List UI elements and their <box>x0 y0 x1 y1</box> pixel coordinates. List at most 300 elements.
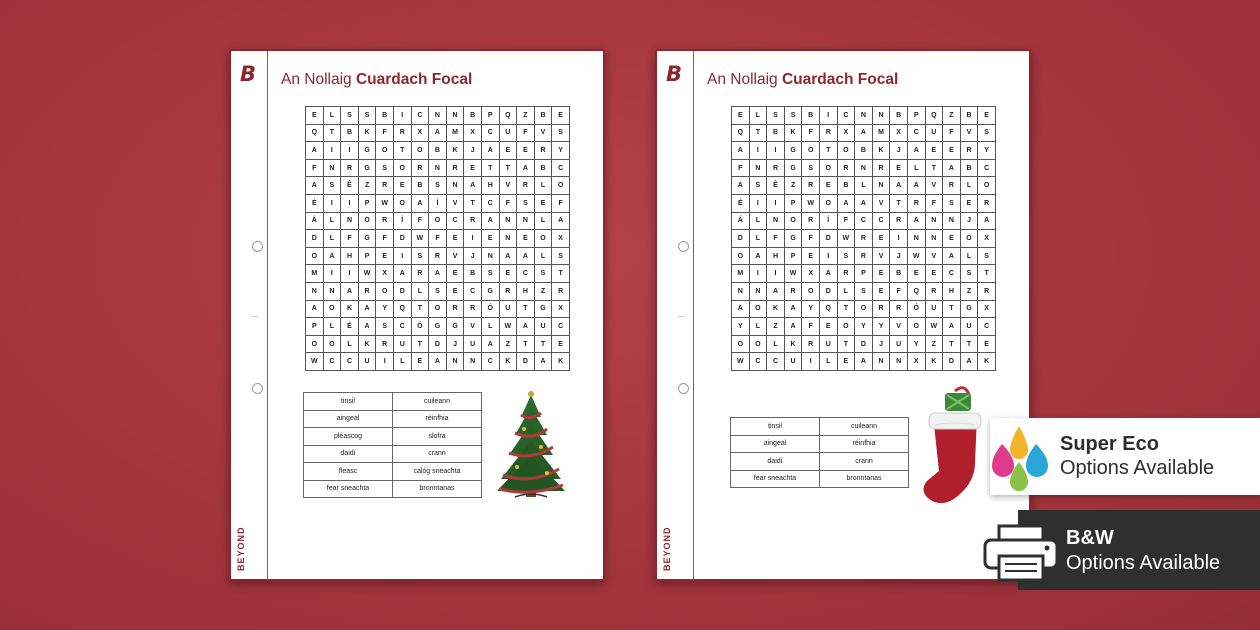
word-list-item: fear sneachta <box>304 481 393 499</box>
grid-cell: Z <box>785 177 803 195</box>
grid-cell: I <box>394 248 412 266</box>
grid-cell: C <box>978 318 996 336</box>
grid-cell: B <box>464 265 482 283</box>
grid-cell: Ó <box>412 318 430 336</box>
grid-cell: I <box>802 353 820 371</box>
grid-cell: I <box>890 230 908 248</box>
grid-cell: T <box>324 125 342 143</box>
grid-cell: I <box>341 265 359 283</box>
grid-cell: A <box>890 177 908 195</box>
grid-cell: N <box>517 213 535 231</box>
grid-cell: J <box>464 142 482 160</box>
grid-cell: S <box>341 107 359 125</box>
grid-cell: E <box>412 353 430 371</box>
grid-cell: W <box>908 248 926 266</box>
grid-cell: Ê <box>341 177 359 195</box>
grid-cell: S <box>943 195 961 213</box>
grid-cell: R <box>978 283 996 301</box>
grid-cell: O <box>978 177 996 195</box>
grid-cell: X <box>978 301 996 319</box>
grid-cell: P <box>482 107 500 125</box>
grid-cell: N <box>855 107 873 125</box>
word-list-item: aingeal <box>731 436 820 454</box>
grid-cell: O <box>429 213 447 231</box>
grid-cell: C <box>464 283 482 301</box>
grid-cell: K <box>552 353 570 371</box>
grid-cell: O <box>552 177 570 195</box>
grid-cell: I <box>820 248 838 266</box>
grid-cell: R <box>873 160 891 178</box>
margin-line <box>693 51 694 579</box>
grid-cell: X <box>978 230 996 248</box>
grid-cell: T <box>482 160 500 178</box>
grid-cell: P <box>855 265 873 283</box>
grid-cell: G <box>359 230 377 248</box>
grid-cell: V <box>926 248 944 266</box>
grid-cell: B <box>429 142 447 160</box>
grid-cell: B <box>535 107 553 125</box>
grid-cell: R <box>802 213 820 231</box>
grid-cell: F <box>890 283 908 301</box>
grid-cell: O <box>908 318 926 336</box>
grid-cell: G <box>785 230 803 248</box>
grid-cell: T <box>464 195 482 213</box>
grid-cell: T <box>552 265 570 283</box>
grid-cell: N <box>926 213 944 231</box>
grid-cell: C <box>873 213 891 231</box>
grid-cell: X <box>552 230 570 248</box>
grid-cell: K <box>341 301 359 319</box>
grid-cell: U <box>535 318 553 336</box>
grid-cell: E <box>552 336 570 354</box>
grid-cell: N <box>324 283 342 301</box>
word-search-grid <box>305 106 570 371</box>
grid-cell: Z <box>961 283 979 301</box>
grid-cell: R <box>838 160 856 178</box>
grid-cell: Z <box>359 177 377 195</box>
grid-cell: O <box>324 336 342 354</box>
grid-cell: C <box>482 353 500 371</box>
grid-cell: I <box>376 353 394 371</box>
word-list-item: daidí <box>731 453 820 471</box>
grid-cell: V <box>873 248 891 266</box>
grid-cell: F <box>838 213 856 231</box>
grid-cell: B <box>961 107 979 125</box>
grid-cell: T <box>517 336 535 354</box>
grid-cell: Ê <box>767 177 785 195</box>
grid-cell: W <box>732 353 750 371</box>
title-regular: An Nollaig <box>281 71 352 88</box>
word-list <box>730 417 909 488</box>
grid-cell: E <box>447 230 465 248</box>
grid-cell: R <box>767 160 785 178</box>
grid-cell: D <box>820 230 838 248</box>
grid-cell: N <box>500 230 518 248</box>
grid-cell: F <box>802 230 820 248</box>
grid-cell: A <box>943 318 961 336</box>
grid-cell: A <box>306 301 324 319</box>
grid-cell: E <box>306 107 324 125</box>
grid-cell: H <box>482 177 500 195</box>
grid-cell: N <box>447 107 465 125</box>
grid-cell: L <box>394 353 412 371</box>
grid-cell: L <box>750 107 768 125</box>
grid-cell: A <box>429 125 447 143</box>
grid-cell: R <box>412 160 430 178</box>
grid-cell: Z <box>517 107 535 125</box>
grid-cell: N <box>767 213 785 231</box>
grid-cell: Y <box>855 318 873 336</box>
grid-cell: S <box>429 283 447 301</box>
grid-cell: R <box>429 248 447 266</box>
grid-cell: B <box>838 177 856 195</box>
grid-cell: I <box>394 107 412 125</box>
grid-cell: F <box>767 230 785 248</box>
grid-cell: U <box>820 336 838 354</box>
grid-cell: U <box>394 336 412 354</box>
grid-cell: O <box>820 195 838 213</box>
grid-cell: O <box>802 283 820 301</box>
grid-cell: S <box>517 195 535 213</box>
grid-cell: L <box>838 283 856 301</box>
grid-cell: N <box>447 177 465 195</box>
grid-cell: J <box>447 336 465 354</box>
grid-cell: H <box>767 248 785 266</box>
grid-cell: L <box>324 230 342 248</box>
grid-cell: C <box>394 318 412 336</box>
grid-cell: G <box>429 318 447 336</box>
grid-cell: R <box>376 177 394 195</box>
grid-cell: W <box>785 265 803 283</box>
grid-cell: O <box>732 248 750 266</box>
grid-cell: K <box>785 336 803 354</box>
grid-cell: I <box>767 195 785 213</box>
grid-cell: L <box>750 213 768 231</box>
grid-cell: A <box>306 177 324 195</box>
sheet-title <box>707 71 898 89</box>
title-bold: Cuardach Focal <box>355 71 473 88</box>
grid-cell: Q <box>394 301 412 319</box>
brand-name: BEYOND <box>236 526 246 571</box>
grid-cell: A <box>855 195 873 213</box>
grid-cell: A <box>908 142 926 160</box>
grid-cell: B <box>535 160 553 178</box>
grid-cell: A <box>785 301 803 319</box>
grid-cell: E <box>802 248 820 266</box>
grid-cell: O <box>785 213 803 231</box>
grid-cell: D <box>820 283 838 301</box>
grid-cell: N <box>500 213 518 231</box>
grid-cell: I <box>767 265 785 283</box>
grid-cell: C <box>482 125 500 143</box>
grid-cell: B <box>412 177 430 195</box>
grid-cell: P <box>785 195 803 213</box>
grid-cell: É <box>306 195 324 213</box>
grid-cell: H <box>517 283 535 301</box>
grid-cell: E <box>517 230 535 248</box>
word-list-item: slofra <box>393 428 482 446</box>
grid-cell: Í <box>820 213 838 231</box>
grid-cell: Z <box>500 336 518 354</box>
grid-cell: L <box>820 353 838 371</box>
grid-cell: C <box>324 353 342 371</box>
grid-cell: Ó <box>482 301 500 319</box>
grid-cell: A <box>943 160 961 178</box>
grid-cell: I <box>767 142 785 160</box>
grid-cell: O <box>838 142 856 160</box>
grid-cell: S <box>376 160 394 178</box>
grid-cell: R <box>908 195 926 213</box>
brand-name: BEYOND <box>662 526 672 571</box>
title-regular: An Nollaig <box>707 71 778 88</box>
grid-cell: A <box>750 248 768 266</box>
grid-cell: W <box>926 318 944 336</box>
grid-cell: U <box>961 318 979 336</box>
grid-cell: G <box>359 142 377 160</box>
grid-cell: X <box>908 353 926 371</box>
grid-cell: M <box>732 265 750 283</box>
grid-cell: O <box>429 301 447 319</box>
grid-cell: R <box>943 177 961 195</box>
grid-cell: O <box>750 336 768 354</box>
grid-cell: O <box>359 213 377 231</box>
grid-cell: Q <box>732 125 750 143</box>
punch-hole <box>252 383 263 394</box>
grid-cell: E <box>908 265 926 283</box>
grid-cell: B <box>802 107 820 125</box>
word-list-item: bronntanas <box>820 471 909 489</box>
grid-cell: C <box>552 160 570 178</box>
grid-cell: S <box>978 125 996 143</box>
grid-cell: D <box>429 336 447 354</box>
grid-cell: U <box>890 336 908 354</box>
grid-cell: N <box>943 213 961 231</box>
grid-cell: R <box>890 301 908 319</box>
grid-cell: P <box>785 248 803 266</box>
grid-cell: R <box>961 142 979 160</box>
grid-cell: E <box>517 142 535 160</box>
grid-cell: W <box>376 195 394 213</box>
grid-cell: C <box>943 265 961 283</box>
grid-cell: W <box>838 230 856 248</box>
grid-cell: D <box>943 353 961 371</box>
grid-cell: T <box>412 336 430 354</box>
grid-cell: X <box>376 265 394 283</box>
grid-cell: N <box>447 353 465 371</box>
grid-cell: O <box>750 301 768 319</box>
grid-cell: A <box>943 248 961 266</box>
grid-cell: D <box>855 336 873 354</box>
grid-cell: L <box>412 283 430 301</box>
grid-cell: B <box>961 160 979 178</box>
grid-cell: D <box>517 353 535 371</box>
grid-cell: N <box>873 353 891 371</box>
grid-cell: A <box>732 301 750 319</box>
grid-cell: P <box>359 248 377 266</box>
grid-cell: R <box>926 283 944 301</box>
grid-cell: T <box>412 301 430 319</box>
grid-cell: W <box>802 195 820 213</box>
grid-cell: R <box>500 283 518 301</box>
grid-cell: Á <box>306 213 324 231</box>
grid-cell: F <box>517 125 535 143</box>
grid-cell: T <box>961 336 979 354</box>
grid-cell: N <box>732 283 750 301</box>
grid-cell: S <box>855 283 873 301</box>
grid-cell: Z <box>926 336 944 354</box>
word-list-item: fleasc <box>304 463 393 481</box>
grid-cell: Q <box>306 125 324 143</box>
grid-cell: E <box>732 107 750 125</box>
grid-cell: R <box>412 265 430 283</box>
grid-cell: A <box>500 248 518 266</box>
grid-cell: J <box>873 336 891 354</box>
grid-cell: R <box>464 213 482 231</box>
grid-cell: N <box>750 283 768 301</box>
grid-cell: E <box>838 353 856 371</box>
grid-cell: Í <box>394 213 412 231</box>
grid-cell: S <box>552 248 570 266</box>
grid-cell: C <box>767 353 785 371</box>
grid-cell: I <box>341 142 359 160</box>
grid-cell: K <box>447 142 465 160</box>
brand-logo: B <box>666 62 683 86</box>
grid-cell: R <box>820 125 838 143</box>
grid-cell: E <box>447 283 465 301</box>
grid-cell: N <box>908 230 926 248</box>
grid-cell: F <box>552 195 570 213</box>
grid-cell: R <box>376 213 394 231</box>
grid-cell: S <box>482 265 500 283</box>
grid-cell: E <box>820 318 838 336</box>
grid-cell: S <box>961 265 979 283</box>
grid-cell: L <box>750 230 768 248</box>
grid-cell: H <box>341 248 359 266</box>
grid-cell: R <box>394 125 412 143</box>
grid-cell: I <box>324 265 342 283</box>
grid-cell: L <box>482 318 500 336</box>
grid-cell: I <box>750 265 768 283</box>
grid-cell: T <box>978 265 996 283</box>
word-list <box>303 392 482 498</box>
grid-cell: K <box>767 301 785 319</box>
grid-cell: T <box>838 301 856 319</box>
grid-cell: F <box>802 318 820 336</box>
grid-cell: X <box>802 265 820 283</box>
grid-cell: E <box>890 160 908 178</box>
brand-logo: B <box>240 62 257 86</box>
grid-cell: O <box>306 248 324 266</box>
grid-cell: S <box>838 248 856 266</box>
grid-cell: Y <box>873 318 891 336</box>
grid-cell: K <box>359 336 377 354</box>
grid-cell: O <box>802 142 820 160</box>
word-list-item: réinfhia <box>820 436 909 454</box>
punch-hole <box>678 383 689 394</box>
grid-cell: L <box>855 177 873 195</box>
grid-cell: R <box>855 230 873 248</box>
grid-cell: W <box>412 230 430 248</box>
grid-cell: D <box>394 230 412 248</box>
grid-cell: T <box>535 336 553 354</box>
grid-cell: S <box>412 248 430 266</box>
grid-cell: A <box>517 248 535 266</box>
punch-hole <box>678 241 689 252</box>
eco-subheading: Options Available <box>1060 457 1215 479</box>
grid-cell: R <box>464 301 482 319</box>
grid-cell: V <box>500 177 518 195</box>
grid-cell: A <box>394 265 412 283</box>
grid-cell: F <box>500 195 518 213</box>
grid-cell: R <box>855 248 873 266</box>
grid-cell: I <box>820 107 838 125</box>
grid-cell: Y <box>552 142 570 160</box>
grid-cell: G <box>359 160 377 178</box>
grid-cell: E <box>482 230 500 248</box>
grid-cell: C <box>750 353 768 371</box>
super-eco-badge <box>990 418 1260 495</box>
grid-cell: S <box>785 107 803 125</box>
margin-tick <box>252 316 258 317</box>
grid-cell: U <box>359 353 377 371</box>
grid-cell: A <box>820 265 838 283</box>
grid-cell: O <box>394 160 412 178</box>
worksheet-2 <box>655 49 1031 581</box>
grid-cell: D <box>732 230 750 248</box>
grid-cell: E <box>820 177 838 195</box>
grid-cell: Q <box>926 107 944 125</box>
word-search-grid <box>731 106 996 371</box>
grid-cell: T <box>750 125 768 143</box>
grid-cell: S <box>978 248 996 266</box>
grid-cell: X <box>412 125 430 143</box>
grid-cell: M <box>306 265 324 283</box>
grid-cell: O <box>412 142 430 160</box>
grid-cell: R <box>890 213 908 231</box>
grid-cell: E <box>873 230 891 248</box>
grid-cell: V <box>890 318 908 336</box>
grid-cell: C <box>447 213 465 231</box>
grid-cell: S <box>429 177 447 195</box>
grid-cell: Y <box>908 336 926 354</box>
grid-cell: A <box>838 195 856 213</box>
grid-cell: N <box>873 177 891 195</box>
grid-cell: E <box>978 107 996 125</box>
grid-cell: G <box>482 283 500 301</box>
grid-cell: E <box>926 142 944 160</box>
grid-cell: F <box>943 125 961 143</box>
grid-cell: H <box>943 283 961 301</box>
grid-cell: U <box>926 125 944 143</box>
word-list-item: tinsil <box>731 418 820 436</box>
grid-cell: S <box>552 125 570 143</box>
worksheet-1 <box>229 49 605 581</box>
grid-cell: X <box>838 125 856 143</box>
grid-cell: C <box>908 125 926 143</box>
grid-cell: W <box>500 318 518 336</box>
grid-cell: N <box>482 248 500 266</box>
bw-badge <box>1018 510 1260 590</box>
grid-cell: U <box>500 125 518 143</box>
grid-cell: E <box>943 230 961 248</box>
word-list-item: cuileann <box>393 393 482 411</box>
grid-cell: T <box>926 160 944 178</box>
word-list-item: pléascog <box>304 428 393 446</box>
grid-cell: O <box>306 336 324 354</box>
grid-cell: K <box>978 353 996 371</box>
grid-cell: G <box>785 160 803 178</box>
grid-cell: W <box>359 265 377 283</box>
